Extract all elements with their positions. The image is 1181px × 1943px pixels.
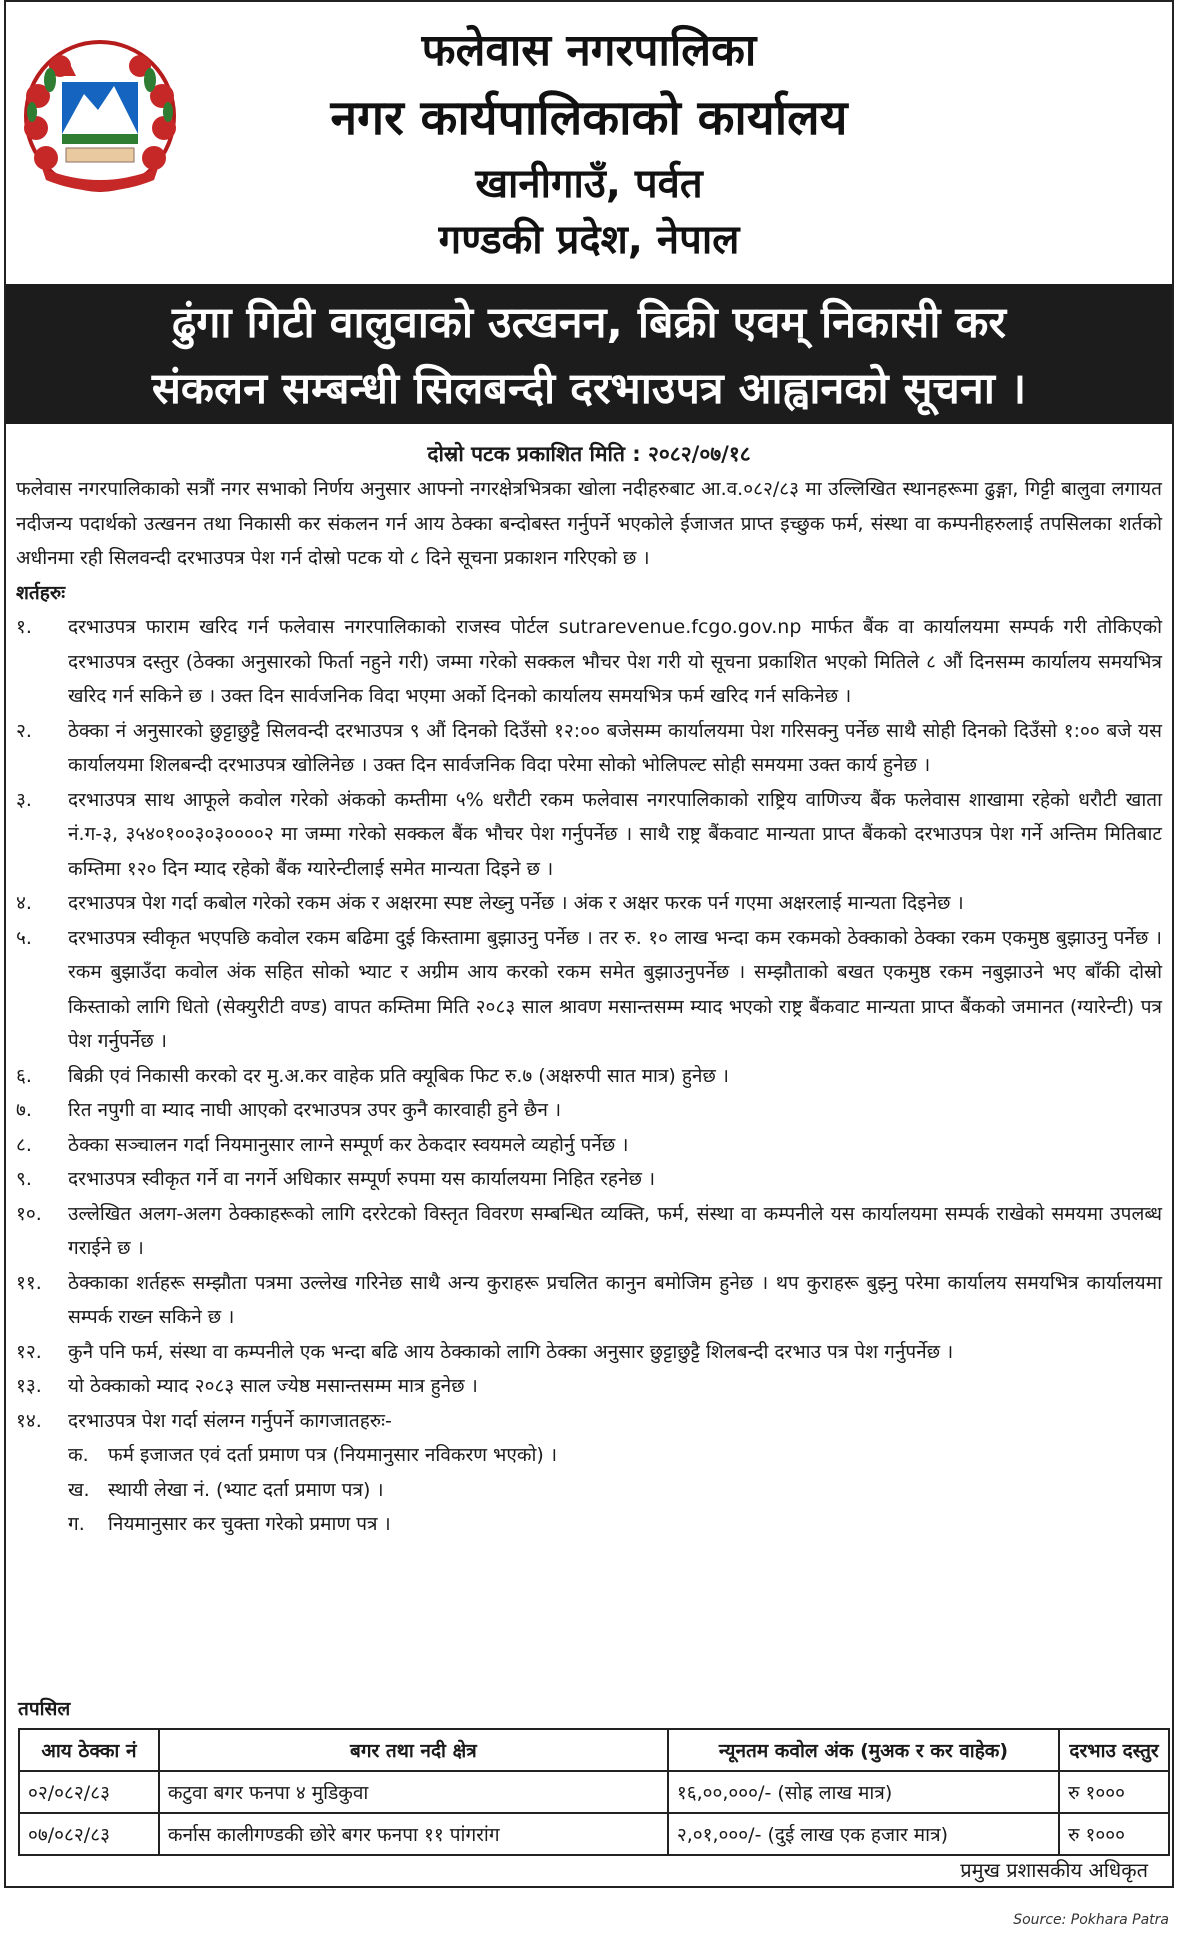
term-number: १२.: [16, 1340, 42, 1363]
term-text: ठेक्काका शर्तहरू सम्झौता पत्रमा उल्लेख गरिनेछ साथै अन्य कुराहरू प्रचलित कानुन बमोजिम हुनेछ । थप कुराहरू बुझ्नु परेमा कार्यालय समयभित्र कार्यालयमा सम्पर्क राख्न सकिने छ ।: [68, 1271, 1162, 1328]
column-header: बगर तथा नदी क्षेत्र: [159, 1729, 668, 1771]
office-name: नगर कार्यपालिकाको कार्यालय: [330, 90, 848, 146]
minimum-bid-cell: २,०१,०००/- (दुई लाख एक हजार मात्र): [668, 1813, 1059, 1855]
term-text: दरभाउपत्र फाराम खरिद गर्न फलेवास नगरपालिकाको राजस्व पोर्टल sutrarevenue.fcgo.gov.np मार्फत बैंक वा कार्यालयमा सम्पर्क गरी तोकिएको दरभाउपत्र दस्तुर (ठेक्का अनुसारको फिर्ता नहुने गरी) जम्मा गरेको सक्कल भौचर पेश गरी यो सूचना प्रकाशित भएको मितिले ८ औं दिनसम्म कार्यालय समयभित्र खरिद गर्न सकिने छ । उक्त दिन सार्वजनिक विदा भएमा अर्को दिनको कार्यालय समयभित्र फर्म खरिद गर्न सकिनेछ ।: [68, 616, 1162, 707]
term-item: [16, 783, 1162, 887]
contract-number-cell: ०२/०८२/८३: [19, 1771, 159, 1813]
term-text: कुनै पनि फर्म, संस्था वा कम्पनीले एक भन्दा बढि आय ठेक्काको लागि ठेक्का अनुसार छुट्टाछुट्टै शिलबन्दी दरभाउ पत्र पेश गर्नुपर्नेछ ।: [68, 1340, 954, 1363]
publication-date-value: २०८२/०७/१८: [647, 442, 751, 466]
term-text: बिक्री एवं निकासी करको दर मु.अ.कर वाहेक प्रति क्यूबिक फिट रु.७ (अक्षरुपी सात मात्र) हुनेछ ।: [68, 1064, 730, 1087]
term-text: यो ठेक्काको म्याद २०८३ साल ज्येष्ठ मसान्तसम्म मात्र हुनेछ ।: [68, 1375, 478, 1397]
term-text: उल्लेखित अलग-अलग ठेक्काहरूको लागि दररेटको विस्तृत विवरण सम्बन्धित व्यक्ति, फर्म, संस्था वा कम्पनीले यस कार्यालयमा सम्पर्क राखेको समयमा उपलब्ध गराईने छ ।: [68, 1202, 1162, 1259]
table-row: [19, 1771, 1169, 1813]
document-text: फर्म इजाजत एवं दर्ता प्रमाण पत्र (नियमानुसार नविकरण भएको) ।: [108, 1444, 558, 1466]
term-number: ५.: [16, 926, 32, 949]
notice-body: [16, 472, 1162, 1542]
document-item: [16, 1473, 1162, 1508]
documents-list: [16, 1438, 1162, 1542]
term-text: ठेक्का सञ्चालन गर्दा नियमानुसार लाग्ने सम्पूर्ण कर ठेकदार स्वयमले व्यहोर्नु पर्नेछ ।: [68, 1133, 629, 1156]
document-letter: क.: [68, 1444, 89, 1466]
contract-number-cell: ०७/०८२/८३: [19, 1813, 159, 1855]
notice-title-banner: [6, 284, 1172, 424]
table-row: [19, 1813, 1169, 1855]
source-credit: Source: Pokhara Patra: [1013, 1912, 1169, 1928]
notice-frame: [4, 0, 1174, 1888]
term-item: [16, 1197, 1162, 1266]
term-number: १०.: [16, 1202, 42, 1225]
term-text: दरभाउपत्र पेश गर्दा कबोल गरेको रकम अंक र अक्षरमा स्पष्ट लेख्नु पर्नेछ । अंक र अक्षर फरक पर्न गएमा अक्षरलाई मान्यता दिइनेछ ।: [68, 892, 964, 914]
term-item: [16, 1266, 1162, 1335]
publication-date-label: दोस्रो पटक प्रकाशित मिति :: [427, 442, 641, 466]
office-address: खानीगाउँ, पर्वत: [475, 161, 703, 207]
term-item: [16, 1369, 1162, 1404]
schedule-heading: तपसिल: [18, 1698, 71, 1720]
term-number: ८.: [16, 1133, 32, 1156]
term-number: ३.: [16, 788, 32, 811]
schedule-header-row: [19, 1729, 1169, 1771]
term-number: १४.: [16, 1409, 42, 1432]
term-number: २.: [16, 719, 32, 742]
column-header: आय ठेक्का नं: [19, 1729, 159, 1771]
term-item: [16, 1059, 1162, 1094]
notice-title-line-2: संकलन सम्बन्धी सिलबन्दी दरभाउपत्र आह्वानको सूचना ।: [151, 364, 1027, 414]
header: [6, 2, 1172, 284]
term-item: [16, 886, 1162, 921]
notice-title-line-1: ढुंगा गिटी वालुवाको उत्खनन, बिक्री एवम् निकासी कर: [172, 298, 1006, 348]
term-item: [16, 714, 1162, 783]
minimum-bid-cell: १६,००,०००/- (सोह्र लाख मात्र): [668, 1771, 1059, 1813]
intro-paragraph: फलेवास नगरपालिकाको सत्रौं नगर सभाको निर्णय अनुसार आफ्नो नगरक्षेत्रभित्रका खोला नदीहरुबाट आ.व.०८२/८३ मा उल्लिखित स्थानहरूमा ढुङ्गा, गिट्टी बालुवा लगायत नदीजन्य पदार्थको उत्खनन तथा निकासी कर संकलन गर्न आय ठेक्का बन्दोबस्त गर्नुपर्ने भएकोले ईजाजत प्राप्त इच्छुक फर्म, संस्था वा कम्पनीहरुलाई तपसिलका शर्तको अधीनमा रही सिलवन्दी दरभाउपत्र पेश गर्न दोस्रो पटक यो ८ दिने सूचना प्रकाशन गरिएको छ ।: [16, 478, 1162, 569]
document-item: [16, 1438, 1162, 1473]
document-text: नियमानुसार कर चुक्ता गरेको प्रमाण पत्र ।: [108, 1513, 391, 1535]
province-country: गण्डकी प्रदेश, नेपाल: [438, 217, 740, 263]
term-item: [16, 610, 1162, 714]
document-letter: ग.: [68, 1513, 85, 1535]
column-header: न्यूनतम कवोल अंक (मुअक र कर वाहेक): [668, 1729, 1059, 1771]
term-text: दरभाउपत्र स्वीकृत गर्ने वा नगर्ने अधिकार सम्पूर्ण रुपमा यस कार्यालयमा निहित रहनेछ ।: [68, 1168, 656, 1190]
term-number: ९.: [16, 1168, 32, 1190]
signatory-title: प्रमुख प्रशासकीय अधिकृत: [960, 1858, 1148, 1882]
term-item: [16, 1162, 1162, 1197]
term-text: ठेक्का नं अनुसारको छुट्टाछुट्टै सिलवन्दी दरभाउपत्र ९ औं दिनको दिउँसो १२:०० बजेसम्म कार्यालयमा पेश गरिसक्नु पर्नेछ साथै सोही दिनको दिउँसो १:०० बजे यस कार्यालयमा शिलबन्दी दरभाउपत्र खोलिनेछ । उक्त दिन सार्वजनिक विदा परेमा सोको भोलिपल्ट सोही समयमा उक्त कार्य हुनेछ ।: [68, 719, 1162, 776]
schedule-table: [18, 1728, 1170, 1856]
area-cell: कर्नास कालीगण्डकी छोरे बगर फनपा ११ पांगरांग: [159, 1813, 668, 1855]
term-number: १३.: [16, 1375, 42, 1397]
term-item: [16, 1404, 1162, 1439]
column-header: दरभाउ दस्तुर: [1059, 1729, 1169, 1771]
term-number: ६.: [16, 1064, 32, 1087]
term-item: [16, 921, 1162, 1059]
area-cell: कटुवा बगर फनपा ४ मुडिकुवा: [159, 1771, 668, 1813]
publication-date: [6, 440, 1172, 468]
term-text: दरभाउपत्र स्वीकृत भएपछि कवोल रकम बढिमा दुई किस्तामा बुझाउनु पर्नेछ । तर रु. १० लाख भन्दा कम रकमको ठेक्काको ठेक्का रकम एकमुष्ठ बुझाउनु पर्नेछ । रकम बुझाउँदा कवोल अंक सहित सोको भ्याट र अग्रीम आय करको रकम समेत बुझाउनुपर्नेछ । सम्झौताको बखत एकमुष्ठ रकम नबुझाउने भए बाँकी दोस्रो किस्ताको लागि धितो (सेक्युरीटी वण्ड) वापत कम्तिमा मिति २०८३ साल श्रावण मसान्तसम्म म्याद भएको राष्ट्र बैंकवाट मान्यता प्राप्त बैंकको जमानत (ग्यारेन्टी) पत्र पेश गर्नुपर्नेछ ।: [68, 926, 1162, 1052]
terms-heading: शर्तहरुः: [16, 581, 66, 604]
term-number: ४.: [16, 892, 32, 914]
term-text: दरभाउपत्र पेश गर्दा संलग्न गर्नुपर्ने कागजातहरुः-: [68, 1409, 392, 1432]
municipality-name: फलेवास नगरपालिका: [421, 25, 757, 76]
document-text: स्थायी लेखा नं. (भ्याट दर्ता प्रमाण पत्र) ।: [108, 1478, 384, 1501]
fee-cell: रु १०००: [1059, 1771, 1169, 1813]
term-text: दरभाउपत्र साथ आफूले कवोल गरेको अंकको कम्तीमा ५% धरौटी रकम फलेवास नगरपालिकाको राष्ट्रिय वाणिज्य बैंक फलेवास शाखामा रहेको धरौटी खाता नं.ग-३, ३५४०१००३०३००००२ मा जम्मा गरेको सक्कल बैंक भौचर पेश गर्नुपर्नेछ । साथै राष्ट्र बैंकवाट मान्यता प्राप्त बैंकको दरभाउपत्र पेश गर्ने अन्तिम मितिबाट कम्तिमा १२० दिन म्याद रहेको बैंक ग्यारेन्टीलाई समेत मान्यता दिइने छ ।: [68, 788, 1162, 880]
terms-list: [16, 610, 1162, 1438]
fee-cell: रु १०००: [1059, 1813, 1169, 1855]
document-item: [16, 1507, 1162, 1542]
term-number: १.: [16, 616, 32, 638]
term-number: ७.: [16, 1099, 32, 1121]
term-item: [16, 1093, 1162, 1128]
term-item: [16, 1335, 1162, 1370]
document-letter: ख.: [68, 1478, 90, 1501]
term-number: ११.: [16, 1271, 42, 1294]
term-item: [16, 1128, 1162, 1163]
term-text: रित नपुगी वा म्याद नाघी आएको दरभाउपत्र उपर कुनै कारवाही हुने छैन ।: [68, 1099, 562, 1121]
